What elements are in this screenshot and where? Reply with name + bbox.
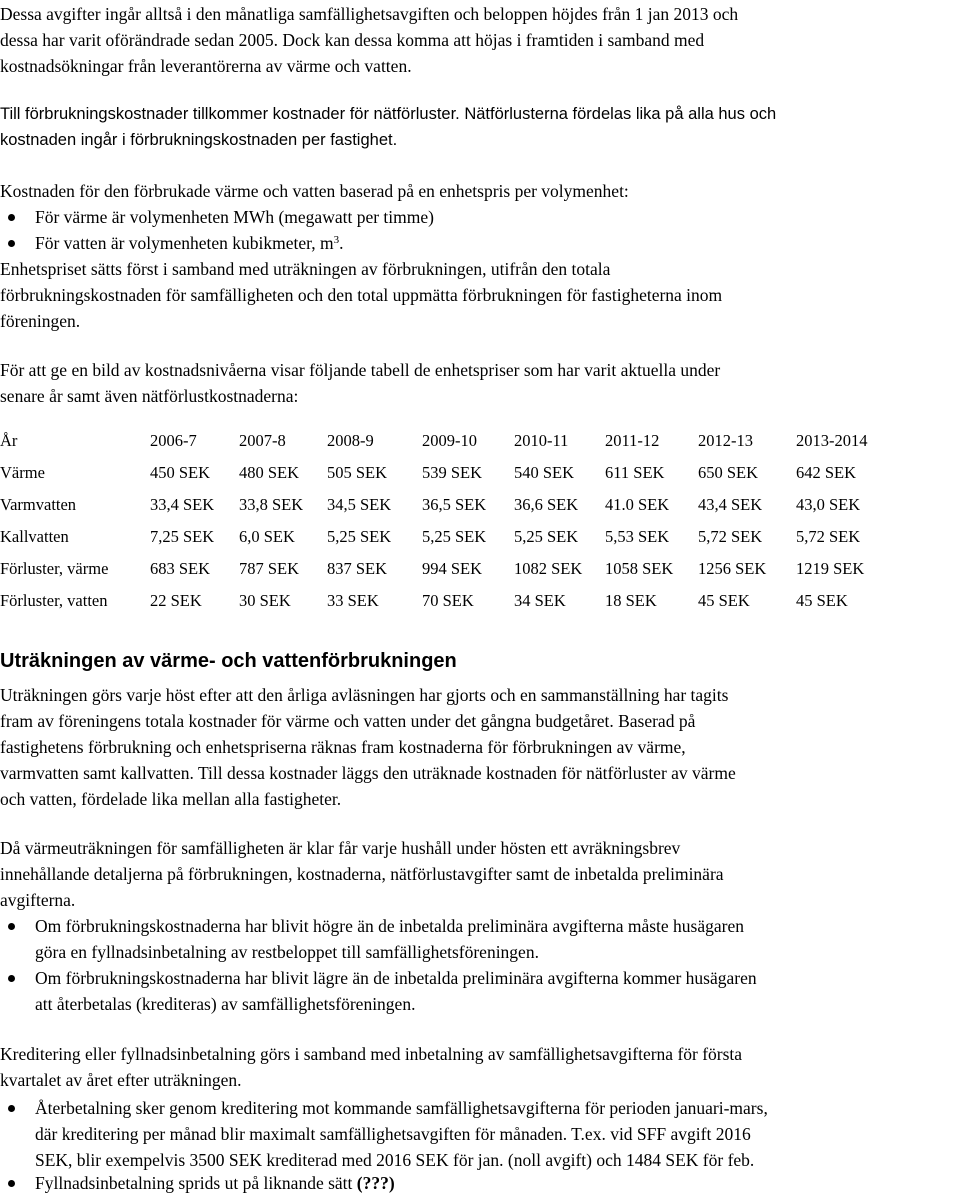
price-table-cell: 36,6 SEK (514, 495, 579, 514)
table-intro-line-2: senare år samt även nätförlustkostnaderna: (0, 386, 299, 406)
section-p2-line-1: Då värmeuträkningen för samfälligheten är klar får varje hushåll under hösten ett avräkningsbrev (0, 838, 681, 858)
bullet-refund-line-1: Återbetalning sker genom kreditering mot kommande samfällighetsavgifterna för perioden januari-mars, (35, 1098, 768, 1118)
price-table-row-label: Förluster, värme (0, 559, 109, 578)
price-table-row (0, 457, 896, 489)
price-table-cell: 7,25 SEK (150, 527, 215, 546)
price-table-cell: 787 SEK (239, 559, 300, 578)
price-table-cell: 22 SEK (150, 591, 202, 610)
price-table-row-label: Kallvatten (0, 527, 69, 546)
section-p1-line-1: Uträkningen görs varje höst efter att den årliga avläsningen har gjorts och en sammanställning har tagits (0, 685, 729, 705)
price-table-cell: 611 SEK (605, 463, 665, 482)
price-table-cell: 33,8 SEK (239, 495, 304, 514)
losses-line-2: kostnaden ingår i förbrukningskostnaden per fastighet. (0, 131, 398, 149)
unit-price-line-1: Enhetspriset sätts först i samband med uträkningen av förbrukningen, utifrån den totala (0, 259, 611, 279)
bullet-refund-line-2: där kreditering per månad blir maximalt samfällighetsavgiften för månaden. T.ex. vid SFF avgift 2016 (35, 1124, 751, 1144)
price-table-cell: 43,4 SEK (698, 495, 763, 514)
price-table-cell: 539 SEK (422, 463, 483, 482)
price-table-header-row (0, 425, 896, 457)
price-table-cell: 18 SEK (605, 591, 657, 610)
price-table-cell: 642 SEK (796, 463, 857, 482)
losses-line-1: Till förbrukningskostnader tillkommer kostnader för nätförluster. Nätförlusterna fördelas lika på alla hus och (0, 105, 777, 123)
price-table-row-label: Varmvatten (0, 495, 77, 514)
price-table-header-cell: 2010-11 (514, 431, 569, 450)
bullet-icon (8, 214, 15, 221)
price-table-cell: 837 SEK (327, 559, 388, 578)
bullet-lower-cost-line-2: att återbetalas (krediteras) av samfällighetsföreningen. (35, 994, 416, 1014)
price-table (0, 425, 896, 617)
price-table-cell: 34,5 SEK (327, 495, 392, 514)
section-p1-line-5: och vatten, fördelade lika mellan alla fastigheter. (0, 789, 342, 809)
bullet-refund-line-3: SEK, blir exempelvis 3500 SEK krediterad med 2016 SEK för jan. (noll avgift) och 1484 SEK för feb. (35, 1150, 755, 1170)
price-table-cell: 45 SEK (796, 591, 848, 610)
price-table-header-cell: 2009-10 (422, 431, 477, 450)
bullet-water-unit-text (35, 230, 344, 256)
price-table-cell: 43,0 SEK (796, 495, 861, 514)
price-table-cell: 505 SEK (327, 463, 388, 482)
price-table-cell: 45 SEK (698, 591, 750, 610)
price-table-row-label: Förluster, vatten (0, 591, 108, 610)
unit-superscript: 3 (333, 234, 340, 246)
bullet-higher-cost-line-2: göra en fyllnadsinbetalning av restbeloppet till samfällighetsföreningen. (35, 942, 539, 962)
bullet-supplementary-bold: (???) (356, 1173, 395, 1193)
price-table-cell: 5,25 SEK (514, 527, 579, 546)
section-p1-line-4: varmvatten samt kallvatten. Till dessa kostnader läggs den uträknade kostnaden för nätförluster av värme (0, 763, 736, 783)
price-table-header-cell: 2006-7 (150, 431, 197, 450)
price-table-header-cell: 2008-9 (327, 431, 374, 450)
bullet-supplementary-label: Fyllnadsinbetalning sprids ut på liknande sätt (35, 1173, 357, 1193)
bullet-heat-unit-text: För värme är volymenheten MWh (megawatt per timme) (35, 207, 434, 227)
section-p1-line-3: fastighetens förbrukning och enhetspriserna räknas fram kostnaderna för förbrukningen av värme, (0, 737, 686, 757)
unit-price-line-2: förbrukningskostnaden för samfälligheten och den total uppmätta förbrukningen för fastigheterna inom (0, 285, 723, 305)
price-table-row (0, 553, 896, 585)
price-table-cell: 5,25 SEK (327, 527, 392, 546)
price-table-cell: 1058 SEK (605, 559, 674, 578)
intro-line-3: kostnadsökningar från leverantörerna av värme och vatten. (0, 56, 412, 76)
bullet-supplementary-text (35, 1170, 395, 1196)
price-table-cell: 5,25 SEK (422, 527, 487, 546)
price-table-cell: 683 SEK (150, 559, 211, 578)
price-table-cell: 33,4 SEK (150, 495, 215, 514)
bullet-water-unit-period: . (339, 233, 344, 253)
intro-line-1: Dessa avgifter ingår alltså i den månatliga samfällighetsavgiften och beloppen höjdes från 1 jan 2013 och (0, 4, 739, 24)
table-intro-line-1: För att ge en bild av kostnadsnivåerna visar följande tabell de enhetspriser som har varit aktuella under (0, 360, 721, 380)
price-table-cell: 41.0 SEK (605, 495, 670, 514)
section-p3-line-2: kvartalet av året efter uträkningen. (0, 1070, 242, 1090)
price-table-cell: 6,0 SEK (239, 527, 295, 546)
price-table-row (0, 489, 896, 521)
price-table-cell: 1256 SEK (698, 559, 767, 578)
section-heading: Uträkningen av värme- och vattenförbrukningen (0, 650, 457, 672)
bullet-icon (8, 240, 15, 247)
price-table-row (0, 585, 896, 617)
bullet-icon (8, 975, 15, 982)
section-p2-line-3: avgifterna. (0, 890, 76, 910)
bullet-lower-cost-line-1: Om förbrukningskostnaderna har blivit lägre än de inbetalda preliminära avgifterna kommer husägaren (35, 968, 757, 988)
bullet-icon (8, 1180, 15, 1187)
price-table-cell: 540 SEK (514, 463, 575, 482)
price-table-header-cell: 2007-8 (239, 431, 286, 450)
price-table-row (0, 521, 896, 553)
price-table-header-cell: 2013-2014 (796, 431, 868, 450)
bullet-icon (8, 1105, 15, 1112)
bullet-icon (8, 923, 15, 930)
price-table-cell: 5,53 SEK (605, 527, 670, 546)
unit-price-line-3: föreningen. (0, 311, 81, 331)
price-table-cell: 994 SEK (422, 559, 483, 578)
price-table-cell: 34 SEK (514, 591, 566, 610)
price-table-cell: 5,72 SEK (698, 527, 763, 546)
section-p1-line-2: fram av föreningens totala kostnader för värme och vatten under det gångna budgetåret. Baserad på (0, 711, 696, 731)
intro-line-2: dessa har varit oförändrade sedan 2005. Dock kan dessa komma att höjas i framtiden i samband med (0, 30, 705, 50)
price-table-cell: 30 SEK (239, 591, 291, 610)
price-table-cell: 36,5 SEK (422, 495, 487, 514)
price-table-cell: 450 SEK (150, 463, 211, 482)
price-table-cell: 1219 SEK (796, 559, 865, 578)
price-table-cell: 480 SEK (239, 463, 300, 482)
price-table-cell: 1082 SEK (514, 559, 583, 578)
bullet-water-unit-label: För vatten är volymenheten kubikmeter, m (35, 233, 334, 253)
unit-price-intro: Kostnaden för den förbrukade värme och vatten baserad på en enhetspris per volymenhet: (0, 181, 629, 201)
price-table-cell: 5,72 SEK (796, 527, 861, 546)
price-table-header-cell: 2012-13 (698, 431, 753, 450)
price-table-header-cell: År (0, 431, 18, 450)
section-p2-line-2: innehållande detaljerna på förbrukningen, kostnaderna, nätförlustavgifter samt de inbetalda preliminära (0, 864, 724, 884)
bullet-higher-cost-line-1: Om förbrukningskostnaderna har blivit högre än de inbetalda preliminära avgifterna måste husägaren (35, 916, 744, 936)
price-table-cell: 33 SEK (327, 591, 379, 610)
price-table-cell: 70 SEK (422, 591, 474, 610)
price-table-header-cell: 2011-12 (605, 431, 660, 450)
price-table-row-label: Värme (0, 463, 45, 482)
section-p3-line-1: Kreditering eller fyllnadsinbetalning görs i samband med inbetalning av samfällighetsavgifterna för första (0, 1044, 743, 1064)
price-table-cell: 650 SEK (698, 463, 759, 482)
